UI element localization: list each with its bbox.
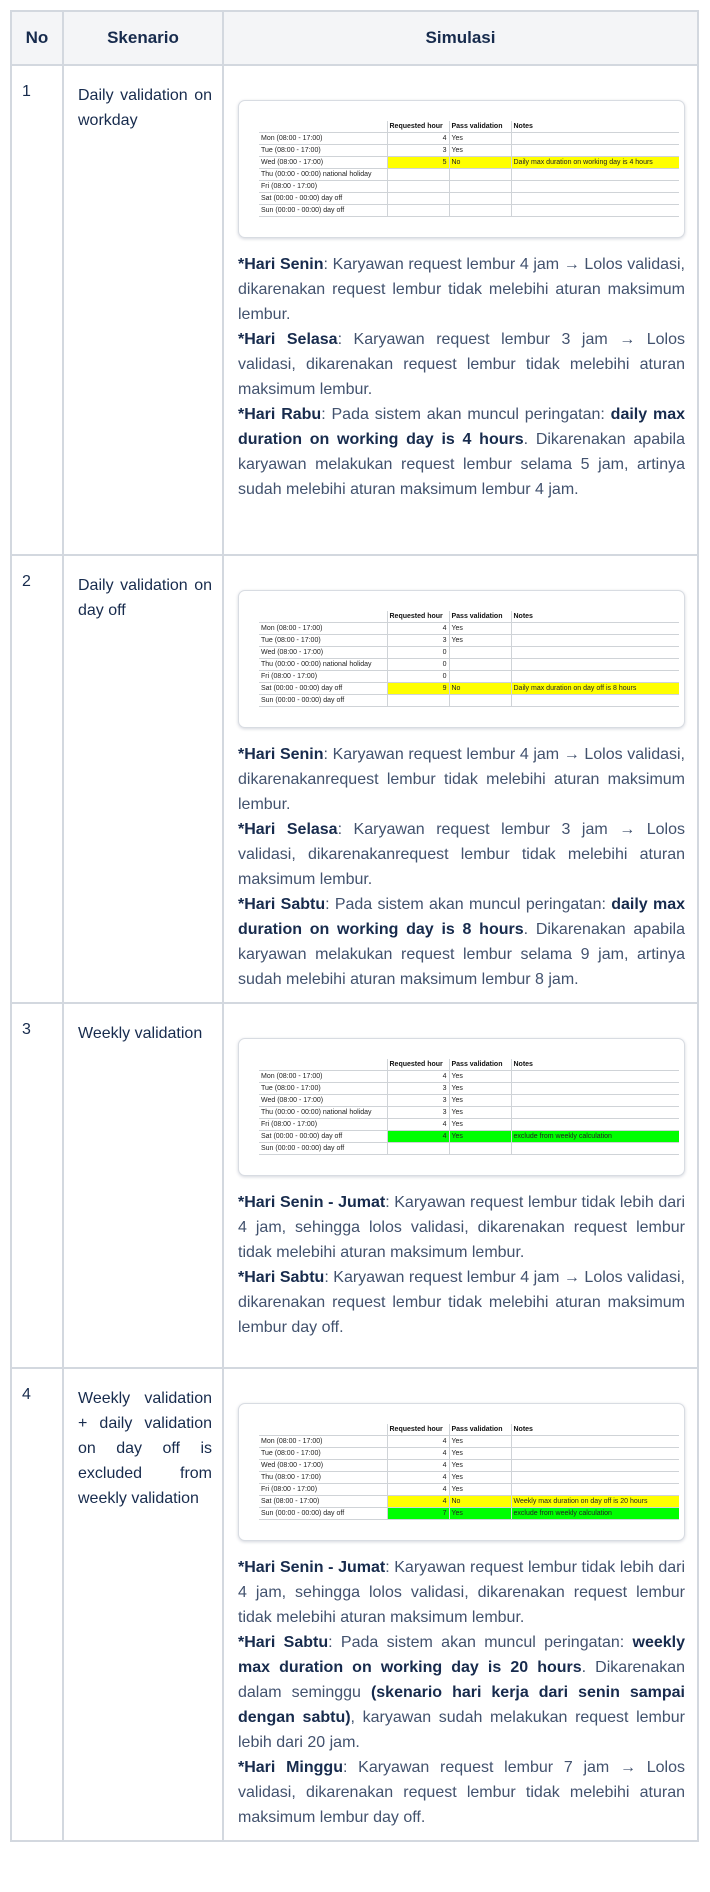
spreadsheet-row — [259, 1071, 679, 1083]
bold-text: *Hari Senin — [238, 746, 324, 763]
spreadsheet-row — [259, 647, 679, 659]
bold-text: (skenario hari kerja dari senin sampai dengan sabtu) — [238, 1684, 686, 1726]
hour-cell: 4 — [387, 1436, 449, 1448]
day-cell: Tue (08:00 - 17:00) — [259, 635, 387, 647]
day-cell: Fri (08:00 - 17:00) — [259, 181, 387, 193]
bold-text: *Hari Selasa — [238, 821, 338, 838]
spreadsheet-row — [259, 1484, 679, 1496]
day-cell: Tue (08:00 - 17:00) — [259, 1083, 387, 1095]
hour-cell: 4 — [387, 623, 449, 635]
day-cell: Wed (08:00 - 17:00) — [259, 647, 387, 659]
text: : Karyawan request lembur 4 jam → Lolos validasi, dikarenakanrequest lembur tidak melebihi aturan maksimum lembur. — [238, 746, 686, 813]
scenario-number: 4 — [11, 1368, 63, 1841]
day-cell: Thu (08:00 - 17:00) — [259, 1472, 387, 1484]
hour-cell — [387, 169, 449, 181]
spreadsheet-corner-cell — [259, 611, 387, 623]
spreadsheet-row — [259, 683, 679, 695]
hour-cell: 7 — [387, 1508, 449, 1520]
hour-cell: 3 — [387, 1083, 449, 1095]
text: : Karyawan request lembur tidak lebih dari 4 jam, sehingga lolos validasi, dikarenakan request lembur tidak melebihi aturan maksimum lembur. — [238, 1559, 686, 1626]
pass-cell: Yes — [449, 623, 511, 635]
spreadsheet-row — [259, 623, 679, 635]
pass-cell: Yes — [449, 1131, 511, 1143]
spreadsheet-row — [259, 1448, 679, 1460]
spreadsheet-table — [259, 611, 679, 707]
text: : Pada sistem akan muncul peringatan: — [321, 406, 611, 423]
simulation-description — [238, 742, 685, 817]
spreadsheet-row — [259, 157, 679, 169]
day-cell: Sun (00:00 - 00:00) day off — [259, 1508, 387, 1520]
simulation-cell — [223, 555, 698, 1003]
scenario-number: 1 — [11, 65, 63, 555]
spreadsheet-table — [259, 121, 679, 217]
notes-cell — [511, 169, 679, 181]
hour-cell: 4 — [387, 1496, 449, 1508]
bold-text: *Hari Rabu — [238, 406, 322, 423]
day-cell: Sat (00:00 - 00:00) day off — [259, 683, 387, 695]
spreadsheet-row — [259, 1131, 679, 1143]
spreadsheet-table — [259, 1424, 679, 1520]
hour-cell: 4 — [387, 133, 449, 145]
pass-cell: Yes — [449, 145, 511, 157]
notes-header: Notes — [511, 1424, 679, 1436]
day-cell: Mon (08:00 - 17:00) — [259, 133, 387, 145]
day-cell: Sun (00:00 - 00:00) day off — [259, 695, 387, 707]
spreadsheet-header-row — [259, 1059, 679, 1071]
scenario-row — [11, 1368, 698, 1841]
spreadsheet-row — [259, 1436, 679, 1448]
simulation-description — [238, 817, 685, 892]
notes-cell — [511, 205, 679, 217]
pass-cell: No — [449, 683, 511, 695]
text: : Karyawan request lembur tidak lebih dari 4 jam, sehingga lolos validasi, dikarenakan request lembur tidak melebihi aturan maksimum lembur. — [238, 1194, 686, 1261]
notes-cell — [511, 635, 679, 647]
notes-cell: Daily max duration on working day is 4 hours — [511, 157, 679, 169]
notes-cell — [511, 145, 679, 157]
notes-cell — [511, 623, 679, 635]
text: : Karyawan request lembur 3 jam → Lolos validasi, dikarenakan request lembur tidak melebihi aturan maksimum lembur. — [238, 331, 685, 398]
spreadsheet-row — [259, 1083, 679, 1095]
spreadsheet-screenshot — [238, 100, 685, 238]
spreadsheet-row — [259, 205, 679, 217]
spreadsheet-row — [259, 181, 679, 193]
bold-text: *Hari Senin - Jumat — [238, 1559, 386, 1576]
bold-text: *Hari Minggu — [238, 1759, 343, 1776]
hour-cell: 3 — [387, 145, 449, 157]
notes-cell — [511, 1472, 679, 1484]
notes-cell: exclude from weekly calculation — [511, 1508, 679, 1520]
scenario-row — [11, 555, 698, 1003]
scenario-row — [11, 65, 698, 555]
scenario-name: Daily validation on day off — [63, 555, 223, 1003]
pass-cell: Yes — [449, 1484, 511, 1496]
notes-cell — [511, 1119, 679, 1131]
header-simulasi: Simulasi — [223, 11, 698, 65]
day-cell: Thu (00:00 - 00:00) national holiday — [259, 659, 387, 671]
spreadsheet-row — [259, 133, 679, 145]
spreadsheet-header-row — [259, 1424, 679, 1436]
scenario-name: Weekly validation + daily validation on day off is excluded from weekly validation — [63, 1368, 223, 1841]
pass-validation-header: Pass validation — [449, 121, 511, 133]
notes-cell — [511, 1107, 679, 1119]
simulation-description — [238, 1190, 685, 1265]
spreadsheet-row — [259, 695, 679, 707]
day-cell: Mon (08:00 - 17:00) — [259, 1071, 387, 1083]
scenario-name: Daily validation on workday — [63, 65, 223, 555]
header-row — [11, 11, 698, 65]
hour-cell: 4 — [387, 1119, 449, 1131]
text: : Karyawan request lembur 3 jam → Lolos validasi, dikarenakanrequest lembur tidak melebihi aturan maksimum lembur. — [238, 821, 685, 888]
day-cell: Wed (08:00 - 17:00) — [259, 157, 387, 169]
notes-cell — [511, 1484, 679, 1496]
simulation-description — [238, 327, 685, 402]
day-cell: Sat (00:00 - 00:00) day off — [259, 1131, 387, 1143]
pass-cell: Yes — [449, 1083, 511, 1095]
notes-cell: Weekly max duration on day off is 20 hours — [511, 1496, 679, 1508]
notes-cell — [511, 647, 679, 659]
notes-cell — [511, 695, 679, 707]
hour-cell: 4 — [387, 1472, 449, 1484]
scenario-row — [11, 1003, 698, 1368]
pass-cell — [449, 659, 511, 671]
hour-cell — [387, 695, 449, 707]
spreadsheet-screenshot — [238, 590, 685, 728]
text: : Karyawan request lembur 4 jam → Lolos validasi, dikarenakan request lembur tidak melebihi aturan maksimum lembur. — [238, 256, 686, 323]
hour-cell: 0 — [387, 671, 449, 683]
bold-text: daily max duration on working day is 4 hours — [238, 406, 686, 448]
hour-cell — [387, 181, 449, 193]
spreadsheet-row — [259, 145, 679, 157]
day-cell: Wed (08:00 - 17:00) — [259, 1095, 387, 1107]
notes-cell — [511, 1448, 679, 1460]
notes-cell — [511, 671, 679, 683]
header-skenario: Skenario — [63, 11, 223, 65]
pass-cell: Yes — [449, 133, 511, 145]
simulation-cell — [223, 1003, 698, 1368]
day-cell: Fri (08:00 - 17:00) — [259, 1119, 387, 1131]
hour-cell: 0 — [387, 647, 449, 659]
spreadsheet-corner-cell — [259, 121, 387, 133]
simulation-description — [238, 892, 685, 992]
text: : Pada sistem akan muncul peringatan: — [325, 896, 612, 913]
bold-text: *Hari Sabtu — [238, 1269, 325, 1286]
notes-cell — [511, 1083, 679, 1095]
spreadsheet-row — [259, 1143, 679, 1155]
hour-cell — [387, 193, 449, 205]
notes-cell: Daily max duration on day off is 8 hours — [511, 683, 679, 695]
notes-cell — [511, 1436, 679, 1448]
bold-text: *Hari Senin - Jumat — [238, 1194, 386, 1211]
spreadsheet-row — [259, 1107, 679, 1119]
pass-cell — [449, 695, 511, 707]
pass-cell — [449, 193, 511, 205]
hour-cell: 3 — [387, 1095, 449, 1107]
day-cell: Fri (08:00 - 17:00) — [259, 1484, 387, 1496]
pass-cell: Yes — [449, 635, 511, 647]
day-cell: Mon (08:00 - 17:00) — [259, 623, 387, 635]
bold-text: daily max duration on working day is 8 hours — [238, 896, 685, 938]
spreadsheet-row — [259, 193, 679, 205]
notes-cell — [511, 1095, 679, 1107]
spreadsheet-row — [259, 659, 679, 671]
spreadsheet-screenshot — [238, 1403, 685, 1541]
spreadsheet-row — [259, 1508, 679, 1520]
requested-hour-header: Requested hour — [387, 121, 449, 133]
header-no: No — [11, 11, 63, 65]
pass-cell — [449, 671, 511, 683]
notes-header: Notes — [511, 1059, 679, 1071]
hour-cell: 0 — [387, 659, 449, 671]
spreadsheet-row — [259, 1472, 679, 1484]
bold-text: *Hari Senin — [238, 256, 324, 273]
text: : Karyawan request lembur 7 jam → Lolos validasi, dikarenakan request lembur tidak melebihi aturan maksimum lembur day off. — [238, 1759, 685, 1826]
notes-cell — [511, 1071, 679, 1083]
text: . Dikarenakan apabila karyawan melakukan request lembur selama 9 jam, artinya sudah melebihi aturan maksimum lembur 8 jam. — [238, 921, 685, 988]
day-cell: Sun (00:00 - 00:00) day off — [259, 1143, 387, 1155]
simulation-description — [238, 402, 685, 502]
pass-cell: Yes — [449, 1460, 511, 1472]
day-cell: Wed (08:00 - 17:00) — [259, 1460, 387, 1472]
bold-text: *Hari Sabtu — [238, 896, 326, 913]
hour-cell — [387, 205, 449, 217]
spreadsheet-row — [259, 635, 679, 647]
text: . Dikarenakan apabila karyawan melakukan request lembur selama 5 jam, artinya sudah melebihi aturan maksimum lembur 4 jam. — [238, 431, 685, 498]
requested-hour-header: Requested hour — [387, 1424, 449, 1436]
scenario-table — [10, 10, 699, 1842]
pass-cell — [449, 647, 511, 659]
bold-text: weekly max duration on working day is 20 hours — [238, 1634, 686, 1676]
notes-cell — [511, 181, 679, 193]
scenario-number: 2 — [11, 555, 63, 1003]
simulation-cell — [223, 65, 698, 555]
spreadsheet-row — [259, 671, 679, 683]
day-cell: Sun (00:00 - 00:00) day off — [259, 205, 387, 217]
spreadsheet-header-row — [259, 121, 679, 133]
spreadsheet-row — [259, 1095, 679, 1107]
hour-cell: 3 — [387, 635, 449, 647]
notes-cell — [511, 133, 679, 145]
pass-cell — [449, 1143, 511, 1155]
spreadsheet-corner-cell — [259, 1424, 387, 1436]
pass-cell: Yes — [449, 1508, 511, 1520]
day-cell: Tue (08:00 - 17:00) — [259, 145, 387, 157]
hour-cell: 4 — [387, 1484, 449, 1496]
day-cell: Fri (08:00 - 17:00) — [259, 671, 387, 683]
simulation-description — [238, 252, 685, 327]
hour-cell: 3 — [387, 1107, 449, 1119]
text: . Dikarenakan dalam seminggu — [238, 1659, 686, 1701]
notes-cell — [511, 1143, 679, 1155]
simulation-description — [238, 1555, 685, 1630]
pass-validation-header: Pass validation — [449, 611, 511, 623]
spreadsheet-row — [259, 1460, 679, 1472]
notes-cell — [511, 659, 679, 671]
day-cell: Sat (00:00 - 00:00) day off — [259, 193, 387, 205]
pass-cell — [449, 205, 511, 217]
pass-validation-header: Pass validation — [449, 1059, 511, 1071]
scenario-name: Weekly validation — [63, 1003, 223, 1368]
requested-hour-header: Requested hour — [387, 1059, 449, 1071]
simulation-cell — [223, 1368, 698, 1841]
notes-cell: exclude from weekly calculation — [511, 1131, 679, 1143]
pass-cell: Yes — [449, 1119, 511, 1131]
pass-cell: No — [449, 157, 511, 169]
day-cell: Tue (08:00 - 17:00) — [259, 1448, 387, 1460]
hour-cell: 4 — [387, 1448, 449, 1460]
spreadsheet-corner-cell — [259, 1059, 387, 1071]
pass-cell: Yes — [449, 1448, 511, 1460]
simulation-description — [238, 1755, 685, 1830]
bold-text: *Hari Sabtu — [238, 1634, 329, 1651]
hour-cell: 4 — [387, 1071, 449, 1083]
spreadsheet-screenshot — [238, 1038, 685, 1176]
pass-validation-header: Pass validation — [449, 1424, 511, 1436]
hour-cell — [387, 1143, 449, 1155]
spreadsheet-table — [259, 1059, 679, 1155]
pass-cell — [449, 181, 511, 193]
notes-header: Notes — [511, 611, 679, 623]
simulation-description — [238, 1265, 685, 1340]
notes-header: Notes — [511, 121, 679, 133]
spreadsheet-row — [259, 1119, 679, 1131]
pass-cell: Yes — [449, 1436, 511, 1448]
day-cell: Mon (08:00 - 17:00) — [259, 1436, 387, 1448]
spreadsheet-header-row — [259, 611, 679, 623]
spreadsheet-row — [259, 1496, 679, 1508]
spreadsheet-row — [259, 169, 679, 181]
day-cell: Thu (00:00 - 00:00) national holiday — [259, 1107, 387, 1119]
bold-text: *Hari Selasa — [238, 331, 338, 348]
pass-cell: Yes — [449, 1472, 511, 1484]
notes-cell — [511, 193, 679, 205]
hour-cell: 4 — [387, 1460, 449, 1472]
day-cell: Sat (08:00 - 17:00) — [259, 1496, 387, 1508]
pass-cell: Yes — [449, 1107, 511, 1119]
pass-cell — [449, 169, 511, 181]
text: : Pada sistem akan muncul peringatan: — [328, 1634, 633, 1651]
pass-cell: No — [449, 1496, 511, 1508]
requested-hour-header: Requested hour — [387, 611, 449, 623]
notes-cell — [511, 1460, 679, 1472]
hour-cell: 9 — [387, 683, 449, 695]
scenario-number: 3 — [11, 1003, 63, 1368]
hour-cell: 4 — [387, 1131, 449, 1143]
text: , karyawan sudah melakukan request lembur lebih dari 20 jam. — [238, 1709, 685, 1751]
day-cell: Thu (00:00 - 00:00) national holiday — [259, 169, 387, 181]
hour-cell: 5 — [387, 157, 449, 169]
pass-cell: Yes — [449, 1071, 511, 1083]
simulation-description — [238, 1630, 685, 1755]
text: : Karyawan request lembur 4 jam → Lolos validasi, dikarenakan request lembur tidak melebihi aturan maksimum lembur day off. — [238, 1269, 685, 1336]
pass-cell: Yes — [449, 1095, 511, 1107]
